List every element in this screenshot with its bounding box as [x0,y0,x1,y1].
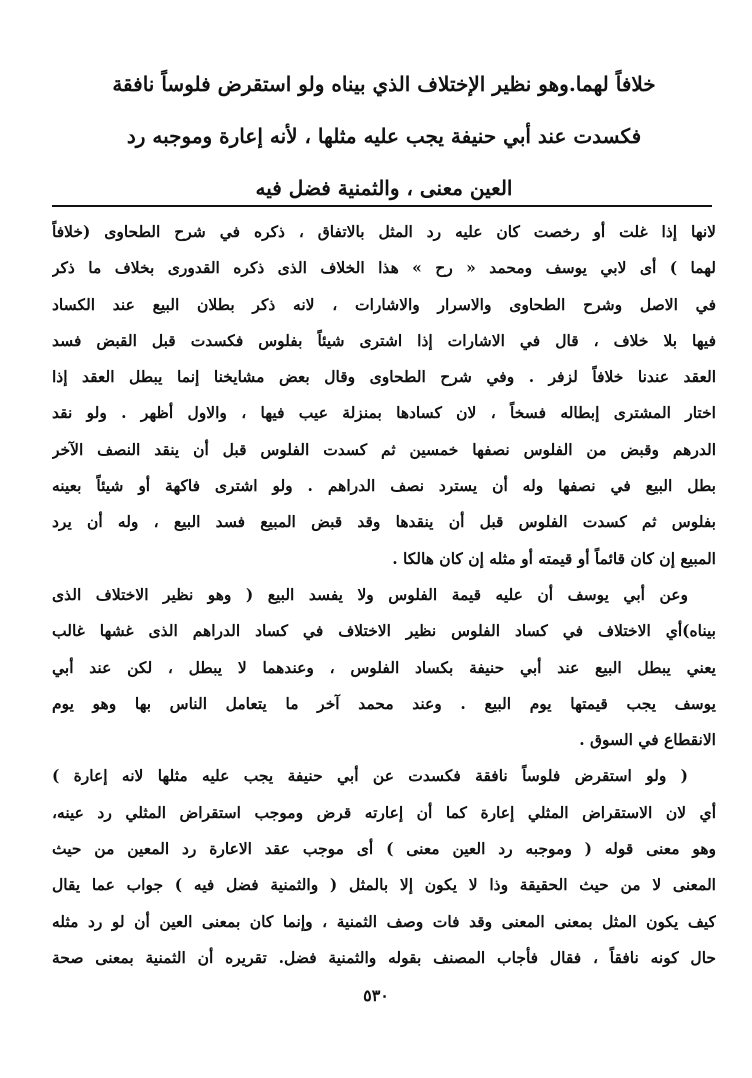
commentary-line: فيها بلا خلاف ، قال في الاشارات إذا اشترى شيئاً بفلوس فكسدت قبل القبض فسد [52,330,716,350]
commentary-line: حال كونه نافقاً ، فقال فأجاب المصنف بقوله والثمنية فضل. تقريره أن الثمنية بمعنى صحة [52,947,716,967]
commentary-line: لهما ) أى لابي يوسف ومحمد « رح » هذا الخلاف الذى ذكره القدورى بخلاف ما ذكر [52,258,716,278]
commentary-line: كيف يكون المثل بمعنى المعنى وقد فات وصف الثمنية ، وإنما كان بمعنى العين أن لو رد مثله [52,911,716,931]
matn-line: العين معنى ، والثمنية فضل فيه [255,176,513,200]
separator-rule [52,205,712,207]
commentary-line: بطل البيع في نصفها وله أن يسترد نصف الدراهم . ولو اشترى فاكهة أو شيئاً بعينه [52,476,716,496]
matn-line: خلافاً لهما.وهو نظير الإختلاف الذي بيناه ولو استقرض فلوساً نافقة [112,72,656,96]
commentary-line: ( ولو استقرض فلوساً نافقة فكسدت عن أبي حنيفة يجب عليه مثلها لانه إعارة ) [52,766,688,786]
commentary-line: في الاصل وشرح الطحاوى والاسرار والاشارات ، لانه ذكر بطلان البيع عند الكساد [52,294,716,314]
commentary-line: لانها إذا غلت أو رخصت كان عليه رد المثل بالاتفاق ، ذكره في شرح الطحاوى (خلافاً [52,222,716,241]
commentary-line: بيناه)أي الاختلاف في كساد الفلوس نظير الاختلاف في كساد الدراهم الذى غشها غالب [52,621,716,641]
commentary-text-block [52,214,716,976]
commentary-line: العقد عندنا خلافاً لزفر . وفي شرح الطحاوى وقال بعض مشايخنا إنما يبطل العقد إذا [52,367,716,387]
commentary-line: اختار المشترى إبطاله فسخاً ، لان كسادها بمنزلة عيب فيها ، والاول أظهر . ولو نقد [52,403,716,423]
commentary-line: الدرهم وقبض من الفلوس نصفها خمسين ثم كسدت الفلوس قبل أن ينقد النصف الآخر [52,439,716,459]
commentary-line: وعن أبي يوسف أن عليه قيمة الفلوس ولا يفسد البيع ( وهو نظير الاختلاف الذى [52,584,688,604]
commentary-line: بفلوس ثم كسدت الفلوس قبل أن ينقدها وقد قبض المبيع فسد البيع ، وله أن يرد [52,512,716,532]
commentary-line: الانقطاع في السوق . [579,730,716,750]
commentary-line: المعنى لا من حيث الحقيقة وذا لا يكون إلا بالمثل ( والثمنية فضل فيه ) جواب عما يقال [52,875,716,895]
commentary-line: المبيع إن كان قائماً أو قيمته أو مثله إن كان هالكا . [392,548,716,568]
matn-text-block [58,58,710,214]
commentary-line: أي لان الاستقراض المثلي إعارة كما أن إعارته قرض وموجب استقراض المثلي رد عينه، [52,802,716,822]
commentary-line: يوسف يجب قيمتها يوم البيع . وعند محمد آخر ما يتعامل الناس بها وهو يوم [52,693,716,713]
matn-line: فكسدت عند أبي حنيفة يجب عليه مثلها ، لأنه إعارة وموجبه رد [126,124,642,148]
commentary-line: يعني يبطل البيع عند أبي حنيفة بكساد الفلوس ، وعندهما لا يبطل ، لكن عند أبي [52,657,716,677]
page-number: ٥٣٠ [363,986,389,1005]
commentary-line: وهو معنى قوله ( وموجبه رد العين معنى ) أى موجب عقد الاعارة رد المعين من حيث [52,839,716,859]
